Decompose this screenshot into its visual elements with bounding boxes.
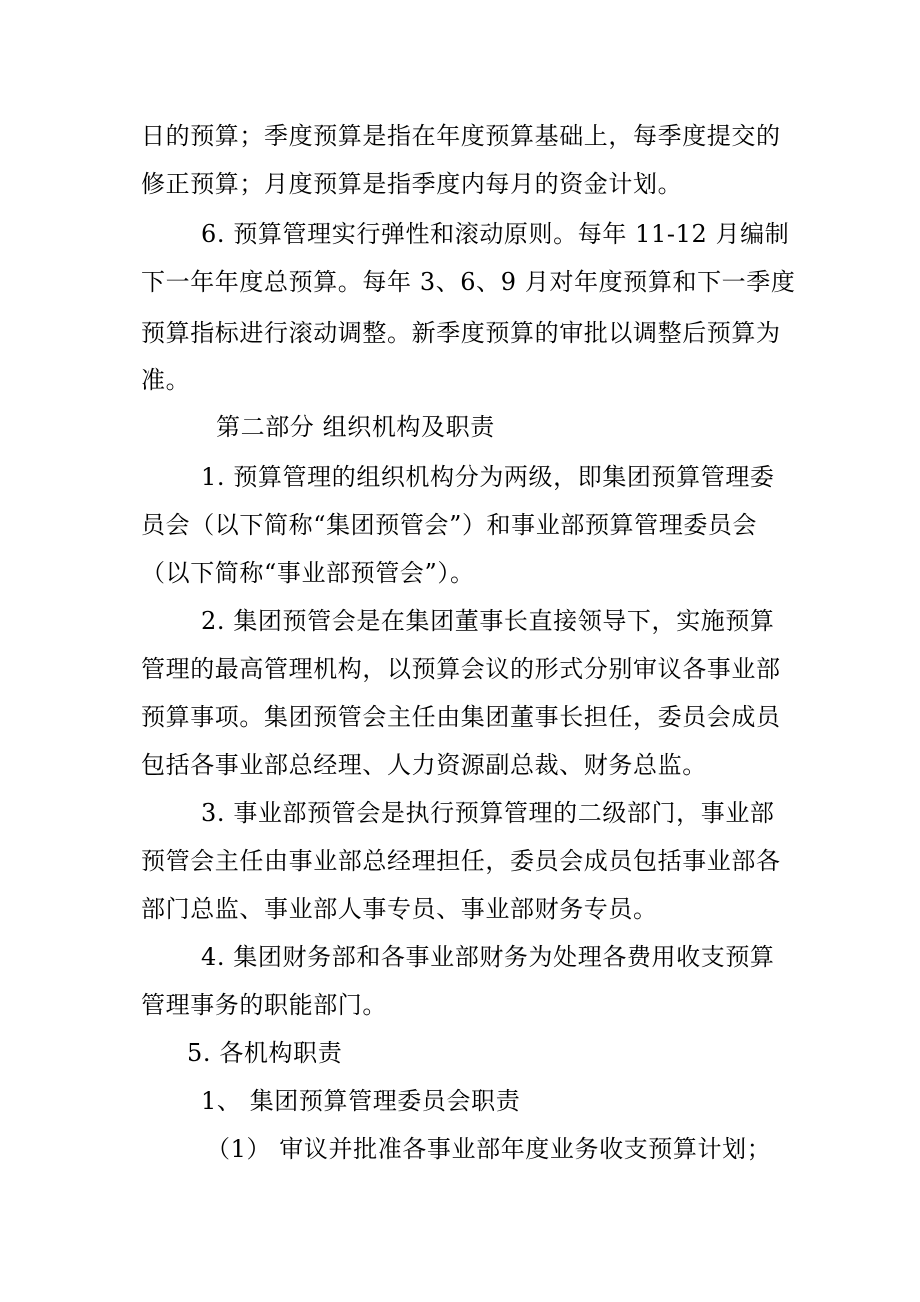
text-line: （1） 审议并批准各事业部年度业务收支预算计划； bbox=[206, 1135, 772, 1163]
text-line: 3. 事业部预管会是执行预算管理的二级部门，事业部 bbox=[201, 799, 775, 827]
text-line: （以下简称“事业部预管会”）。 bbox=[141, 559, 475, 587]
text-line: 1. 预算管理的组织机构分为两级，即集团预算管理委 bbox=[201, 463, 775, 491]
text-line: 准。 bbox=[141, 366, 191, 394]
text-line: 包括各事业部总经理、人力资源副总裁、财务总监。 bbox=[141, 751, 707, 779]
text-line: 下一年年度总预算。每年 3、6、9 月对年度预算和下一季度 bbox=[141, 268, 796, 296]
text-line: 修正预算；月度预算是指季度内每月的资金计划。 bbox=[141, 170, 683, 198]
text-line: 6. 预算管理实行弹性和滚动原则。每年 11-12 月编制 bbox=[201, 220, 790, 248]
text-line: 预算指标进行滚动调整。新季度预算的审批以调整后预算为 bbox=[141, 319, 781, 347]
text-line: 日的预算；季度预算是指在年度预算基础上，每季度提交的 bbox=[141, 122, 781, 150]
text-line: 1、 集团预算管理委员会职责 bbox=[201, 1087, 521, 1115]
text-line: 部门总监、事业部人事专员、事业部财务专员。 bbox=[141, 895, 658, 923]
text-line: 预管会主任由事业部总经理担任，委员会成员包括事业部各 bbox=[141, 847, 781, 875]
text-line: 2. 集团预管会是在集团董事长直接领导下，实施预算 bbox=[201, 607, 775, 635]
text-line: 预算事项。集团预管会主任由集团董事长担任，委员会成员 bbox=[141, 703, 781, 731]
text-line: 管理事务的职能部门。 bbox=[141, 991, 387, 1019]
text-line: 5. 各机构职责 bbox=[187, 1039, 343, 1067]
text-line: 管理的最高管理机构，以预算会议的形式分别审议各事业部 bbox=[141, 655, 781, 683]
section-heading: 第二部分 组织机构及职责 bbox=[216, 413, 495, 441]
text-line: 员会（以下简称“集团预管会”）和事业部预算管理委员会 bbox=[141, 511, 758, 539]
text-line: 4. 集团财务部和各事业部财务为处理各费用收支预算 bbox=[201, 943, 775, 971]
